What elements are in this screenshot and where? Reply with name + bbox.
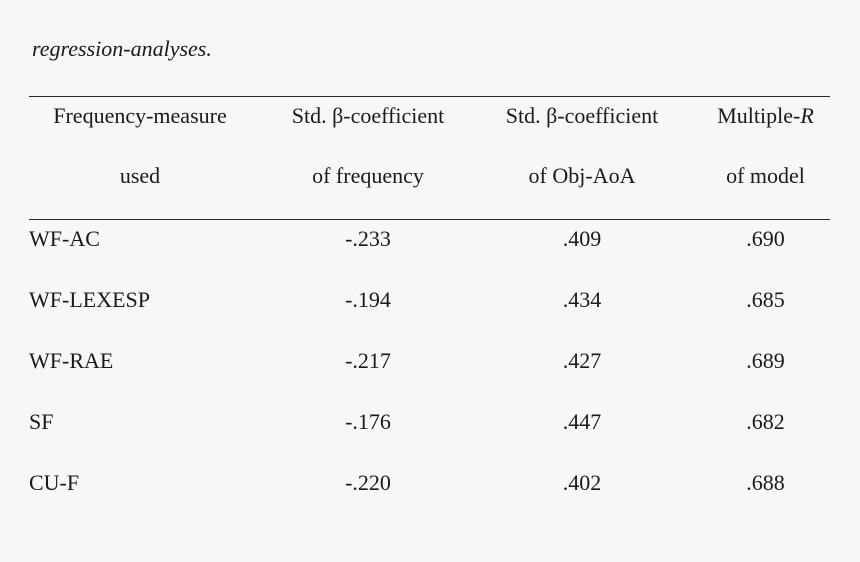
cell-beta-aoa: .402	[562, 470, 602, 495]
header-r-symbol: R	[800, 103, 814, 128]
table-header	[29, 97, 830, 219]
table-row	[29, 464, 830, 525]
header-line2: of model	[726, 163, 805, 188]
header-line1: Frequency-measure	[53, 103, 227, 128]
cell-multiple-r: .688	[746, 470, 785, 495]
cell-beta-aoa: .427	[562, 348, 602, 373]
cell-beta-frequency: -.194	[345, 287, 391, 312]
cell-multiple-r: .682	[746, 409, 785, 434]
table-row	[29, 220, 830, 281]
cell-beta-aoa: .447	[562, 409, 602, 434]
cell-beta-frequency: -.217	[345, 348, 391, 373]
table-row	[29, 403, 830, 464]
cell-measure: CU-F	[29, 470, 80, 495]
cell-multiple-r: .690	[746, 226, 785, 251]
table-row	[29, 281, 830, 342]
table-caption: regression-analyses.	[32, 36, 212, 61]
cell-measure: SF	[29, 409, 54, 434]
header-line2: of Obj-AoA	[528, 163, 636, 188]
cell-multiple-r: .685	[746, 287, 785, 312]
cell-beta-frequency: -.176	[345, 409, 391, 434]
table-row	[29, 342, 830, 403]
cell-beta-aoa: .434	[562, 287, 602, 312]
header-line2: used	[119, 163, 161, 188]
cell-multiple-r: .689	[746, 348, 785, 373]
header-line1	[701, 105, 830, 127]
header-line2: of frequency	[312, 163, 424, 188]
cell-measure: WF-AC	[29, 226, 100, 251]
cell-measure: WF-LEXESP	[29, 287, 150, 312]
table-body	[29, 220, 830, 525]
header-prefix: Multiple-	[717, 103, 801, 128]
cell-measure: WF-RAE	[29, 348, 114, 373]
cell-beta-aoa: .409	[562, 226, 602, 251]
header-line1: Std. β-coefficient	[505, 103, 659, 128]
cell-beta-frequency: -.233	[345, 226, 391, 251]
regression-table	[29, 96, 830, 525]
header-line1: Std. β-coefficient	[291, 103, 445, 128]
cell-beta-frequency: -.220	[345, 470, 391, 495]
